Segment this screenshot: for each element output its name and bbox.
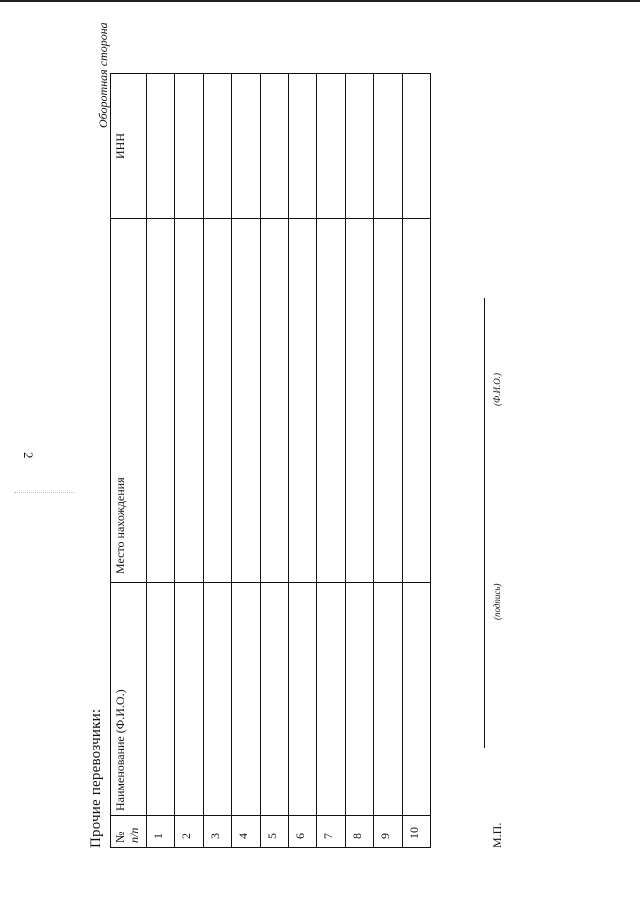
- inn-cell[interactable]: [345, 74, 373, 219]
- header-name: Наименование (Ф.И.О.): [111, 583, 147, 816]
- table-row: [374, 74, 402, 848]
- table-header-row: [111, 74, 147, 848]
- row-number: 4: [232, 816, 260, 848]
- inn-cell[interactable]: [203, 74, 231, 219]
- location-cell[interactable]: [175, 219, 203, 583]
- row-number: 5: [260, 816, 288, 848]
- rotated-page-content: [80, 18, 640, 848]
- name-caption: (Ф.И.О.): [492, 373, 502, 406]
- location-cell[interactable]: [232, 219, 260, 583]
- table-row: [345, 74, 373, 848]
- name-line: [484, 298, 485, 483]
- row-number: 1: [147, 816, 175, 848]
- location-cell[interactable]: [374, 219, 402, 583]
- row-number: 10: [402, 816, 430, 848]
- table-row: [317, 74, 345, 848]
- inn-cell[interactable]: [374, 74, 402, 219]
- header-number-symbol: №: [113, 831, 127, 843]
- table-row: [260, 74, 288, 848]
- inn-cell[interactable]: [175, 74, 203, 219]
- name-cell[interactable]: [147, 583, 175, 816]
- signature-caption: (подпись): [492, 583, 502, 620]
- table-body: [147, 74, 431, 848]
- name-cell[interactable]: [288, 583, 316, 816]
- table-row: [402, 74, 430, 848]
- scan-specks: [14, 492, 74, 494]
- row-number: 9: [374, 816, 402, 848]
- name-cell[interactable]: [203, 583, 231, 816]
- location-cell[interactable]: [260, 219, 288, 583]
- inn-cell[interactable]: [147, 74, 175, 219]
- name-cell[interactable]: [374, 583, 402, 816]
- row-number: 2: [175, 816, 203, 848]
- location-cell[interactable]: [317, 219, 345, 583]
- header-inn: ИНН: [111, 74, 147, 219]
- location-cell[interactable]: [345, 219, 373, 583]
- inn-cell[interactable]: [232, 74, 260, 219]
- name-cell[interactable]: [345, 583, 373, 816]
- inn-cell[interactable]: [402, 74, 430, 219]
- reverse-side-label: Оборотная сторона: [96, 22, 110, 128]
- table-row: [203, 74, 231, 848]
- header-number: [111, 816, 147, 848]
- table-row: [232, 74, 260, 848]
- inn-cell[interactable]: [260, 74, 288, 219]
- name-cell[interactable]: [232, 583, 260, 816]
- inn-cell[interactable]: [317, 74, 345, 219]
- row-number: 7: [317, 816, 345, 848]
- name-cell[interactable]: [175, 583, 203, 816]
- header-number-sub: п/п: [127, 827, 141, 843]
- location-cell[interactable]: [147, 219, 175, 583]
- location-cell[interactable]: [203, 219, 231, 583]
- stamp-label: М.П.: [490, 822, 504, 848]
- location-cell[interactable]: [402, 219, 430, 583]
- name-cell[interactable]: [260, 583, 288, 816]
- header-location: Место нахождения: [111, 219, 147, 583]
- inn-cell[interactable]: [288, 74, 316, 219]
- table-row: [147, 74, 175, 848]
- table-row: [175, 74, 203, 848]
- name-cell[interactable]: [317, 583, 345, 816]
- table-row: [288, 74, 316, 848]
- name-cell[interactable]: [402, 583, 430, 816]
- row-number: 3: [203, 816, 231, 848]
- row-number: 8: [345, 816, 373, 848]
- page-number: 2: [21, 452, 36, 459]
- scan-top-edge: [0, 0, 640, 2]
- carriers-table: [110, 73, 431, 848]
- row-number: 6: [288, 816, 316, 848]
- section-title: Прочие перевозчики:: [88, 708, 104, 848]
- location-cell[interactable]: [288, 219, 316, 583]
